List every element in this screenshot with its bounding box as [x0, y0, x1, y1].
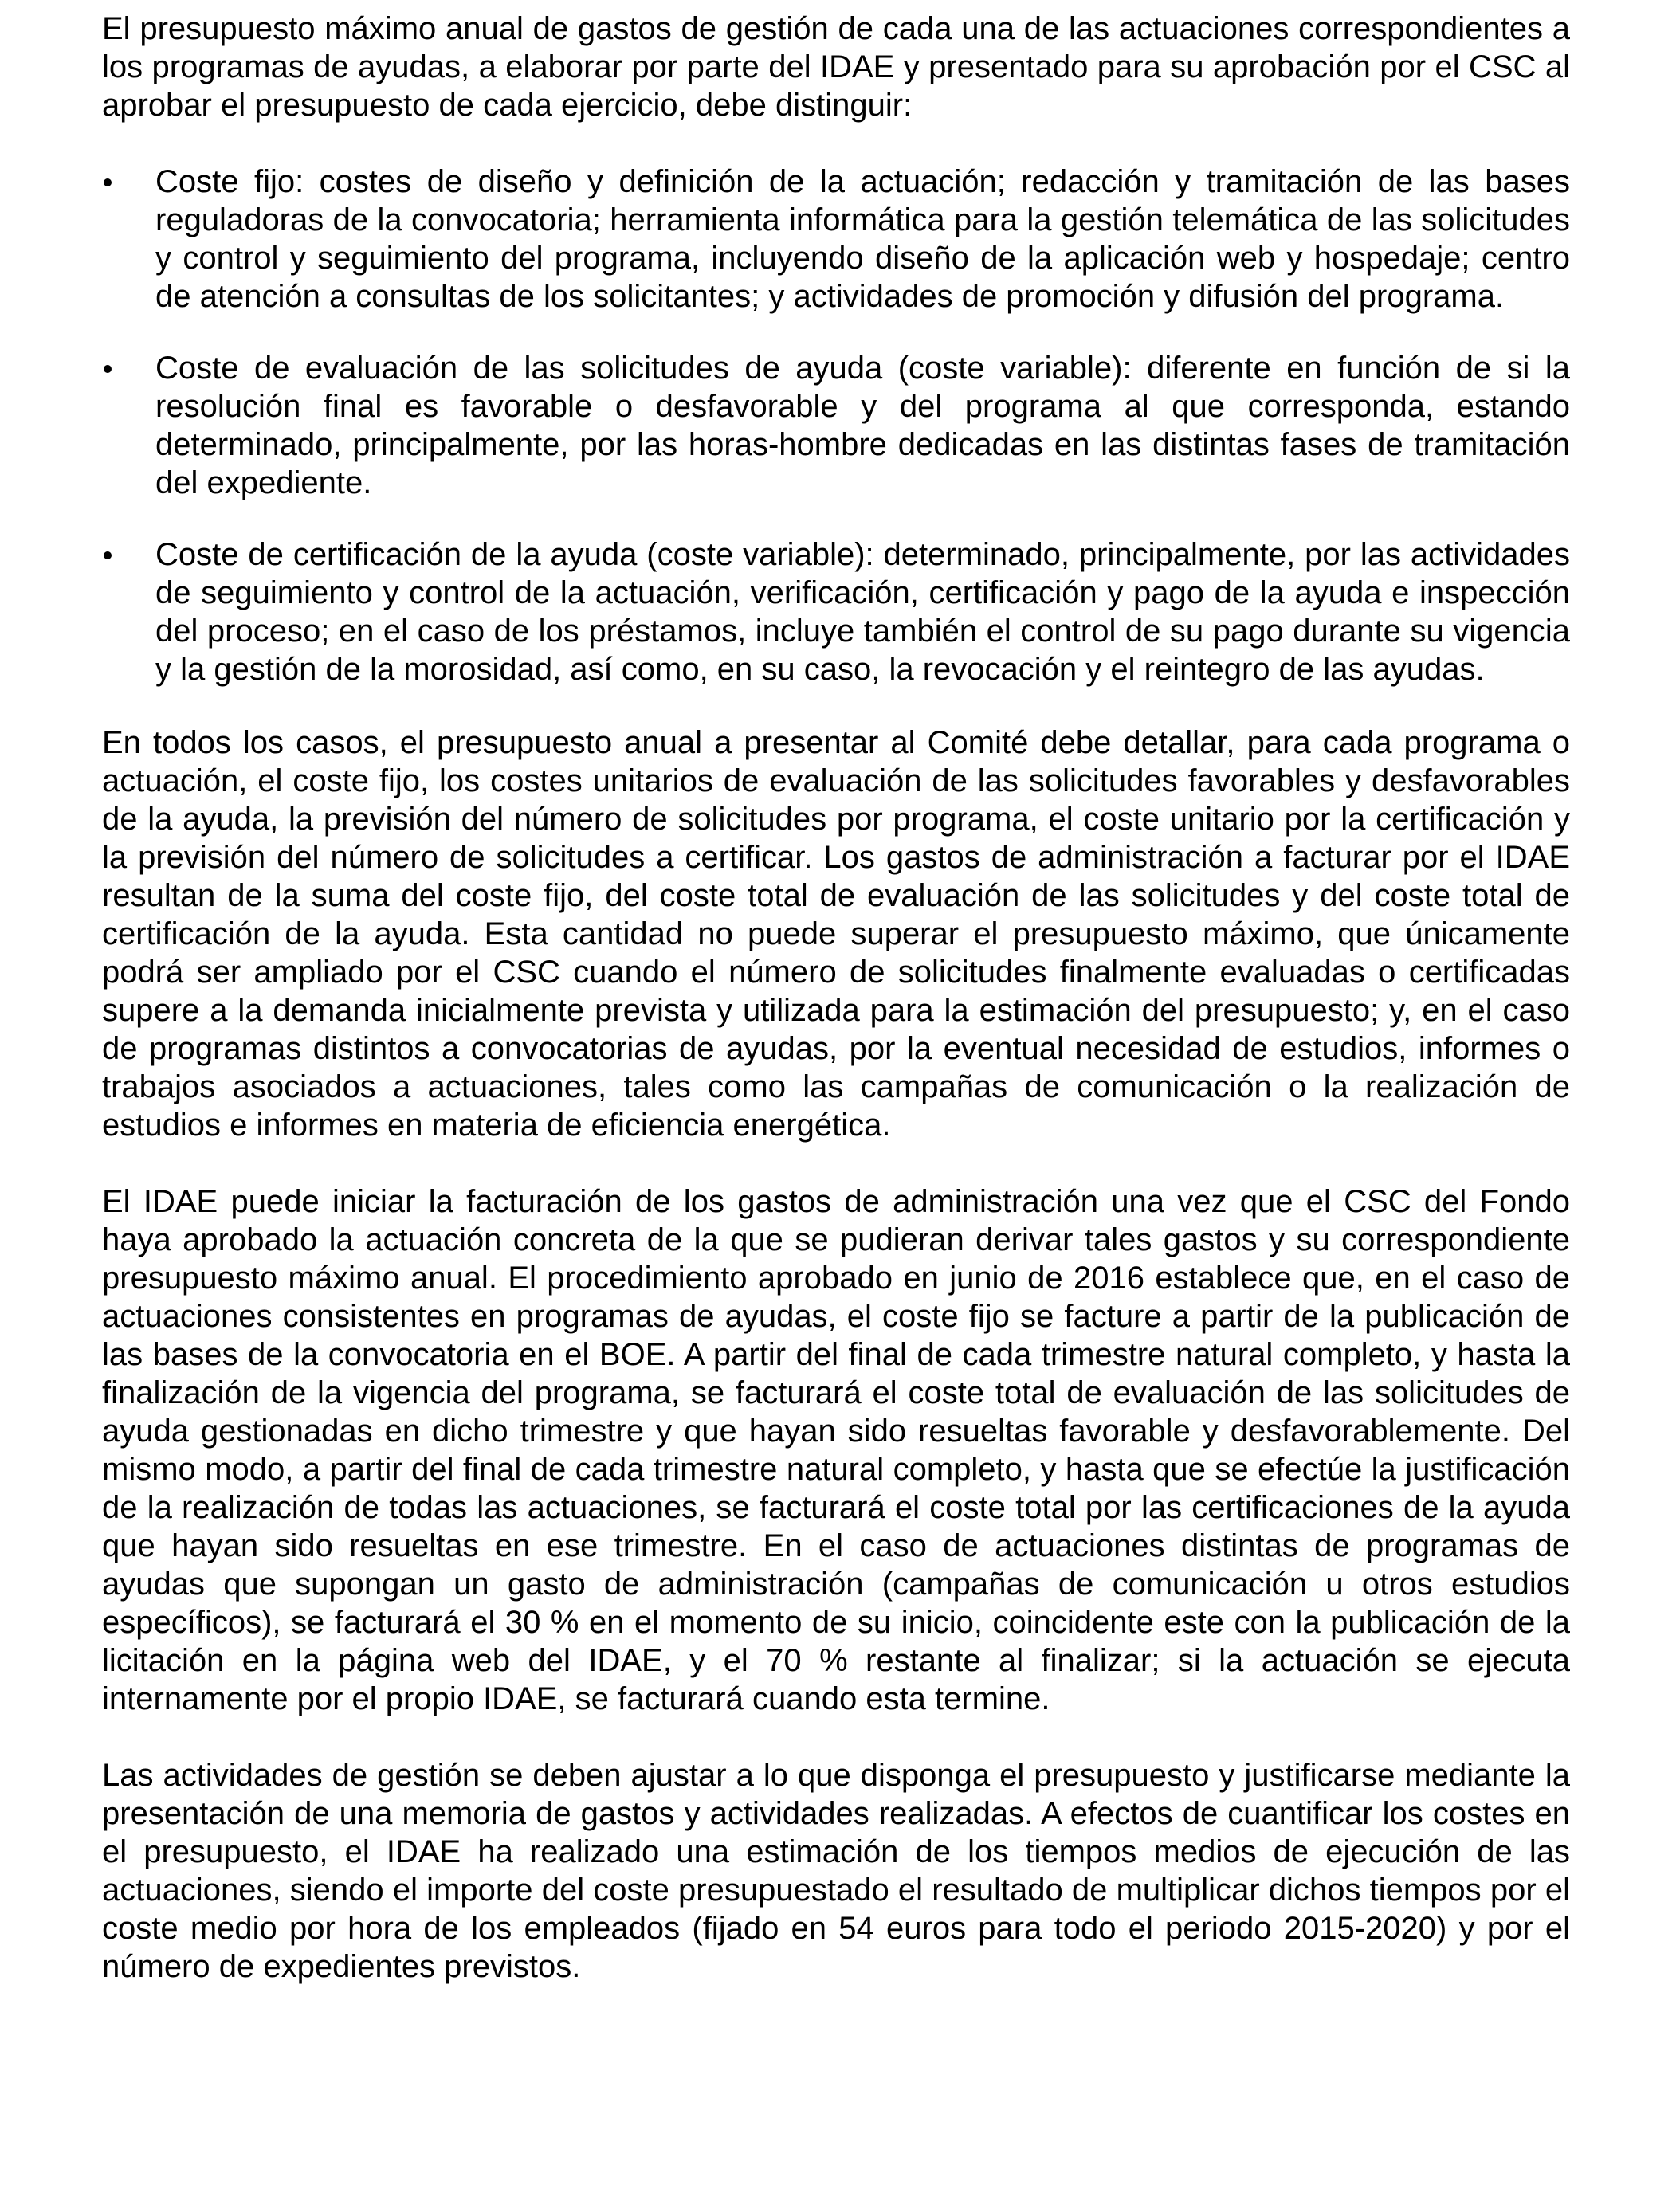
bullet-icon [104, 551, 112, 559]
document-page [102, 10, 1570, 1986]
management-activities-paragraph: Las actividades de gestión se deben ajustar a lo que disponga el presupuesto y justificarse mediante la presentación de una memoria de gastos y actividades realizadas. A efectos de cuantificar los costes en el presupuesto, el IDAE ha realizado una estimación de los tiempos medios de ejecución de las actuaciones, siendo el importe del coste presupuestado el resultado de multiplicar dichos tiempos por el coste medio por hora de los empleados (fijado en 54 euros para todo el periodo 2015-2020) y por el número de expedientes previstos. [102, 1758, 1570, 1984]
intro-paragraph: El presupuesto máximo anual de gastos de gestión de cada una de las actuaciones correspondientes a los programas de ayudas, a elaborar por parte del IDAE y presentado para su aprobación por el CSC al aprobar el presupuesto de cada ejercicio, debe distinguir: [102, 11, 1570, 123]
list-item-fixed-cost [102, 163, 1570, 316]
paragraph-spacer [102, 1144, 1570, 1182]
paragraph-spacer [102, 688, 1570, 724]
paragraph-spacer [102, 1718, 1570, 1756]
billing-procedure-paragraph: El IDAE puede iniciar la facturación de los gastos de administración una vez que el CSC del Fondo haya aprobado la actuación concreta de la que se pudieran derivar tales gastos y su correspondiente presupuesto máximo anual. El procedimiento aprobado en junio de 2016 establece que, en el caso de actuaciones consistentes en programas de ayudas, el coste fijo se facture a partir de la publicación de las bases de la convocatoria en el BOE. A partir del final de cada trimestre natural completo, y hasta la finalización de la vigencia del programa, se facturará el coste total de evaluación de las solicitudes de ayuda gestionadas en dicho trimestre y que hayan sido resueltas favorable y desfavorablemente. Del mismo modo, a partir del final de cada trimestre natural completo, y hasta que se efectúe la justificación de la realización de todas las actuaciones, se facturará el coste total por las certificaciones de la ayuda que hayan sido resueltas en ese trimestre. En el caso de actuaciones distintas de programas de ayudas que supongan un gasto de administración (campañas de comunicación u otros estudios específicos), se facturará el 30 % en el momento de su inicio, coincidente este con la publicación de la licitación en la página web del IDAE, y el 70 % restante al finalizar; si la actuación se ejecuta internamente por el propio IDAE, se facturará cuando esta termine. [102, 1184, 1570, 1716]
bullet-icon [104, 365, 112, 373]
bullet-icon [104, 178, 112, 186]
list-item-evaluation-cost [102, 349, 1570, 502]
budget-detail-paragraph: En todos los casos, el presupuesto anual a presentar al Comité debe detallar, para cada programa o actuación, el coste fijo, los costes unitarios de evaluación de las solicitudes favorables y desfavorables de la ayuda, la previsión del número de solicitudes por programa, el coste unitario por la certificación y la previsión del número de solicitudes a certificar. Los gastos de administración a facturar por el IDAE resultan de la suma del coste fijo, del coste total de evaluación de las solicitudes y del coste total de certificación de la ayuda. Esta cantidad no puede superar el presupuesto máximo, que únicamente podrá ser ampliado por el CSC cuando el número de solicitudes finalmente evaluadas o certificadas supere a la demanda inicialmente prevista y utilizada para la estimación del presupuesto; y, en el caso de programas distintos a convocatorias de ayudas, por la eventual necesidad de estudios, informes o trabajos asociados a actuaciones, tales como las campañas de comunicación o la realización de estudios e informes en materia de eficiencia energética. [102, 725, 1570, 1143]
list-item-certification-cost [102, 535, 1570, 688]
list-item-text: Coste fijo: costes de diseño y definición de la actuación; redacción y tramitación de las bases reguladoras de la convocatoria; herramienta informática para la gestión telemática de las solicitudes y control y seguimiento del programa, incluyendo diseño de la aplicación web y hospedaje; centro de atención a consultas de los solicitantes; y actividades de promoción y difusión del programa. [155, 164, 1570, 314]
cost-types-list [102, 163, 1570, 688]
list-item-text: Coste de certificación de la ayuda (coste variable): determinado, principalmente, por las actividades de seguimiento y control de la actuación, verificación, certificación y pago de la ayuda e inspección del proceso; en el caso de los préstamos, incluye también el control de su pago durante su vigencia y la gestión de la morosidad, así como, en su caso, la revocación y el reintegro de las ayudas. [155, 537, 1570, 687]
list-item-text: Coste de evaluación de las solicitudes de ayuda (coste variable): diferente en función de si la resolución final es favorable o desfavorable y del programa al que corresponda, estando determinado, principalmente, por las horas-hombre dedicadas en las distintas fases de tramitación del expediente. [155, 351, 1570, 500]
paragraph-spacer [102, 124, 1570, 163]
